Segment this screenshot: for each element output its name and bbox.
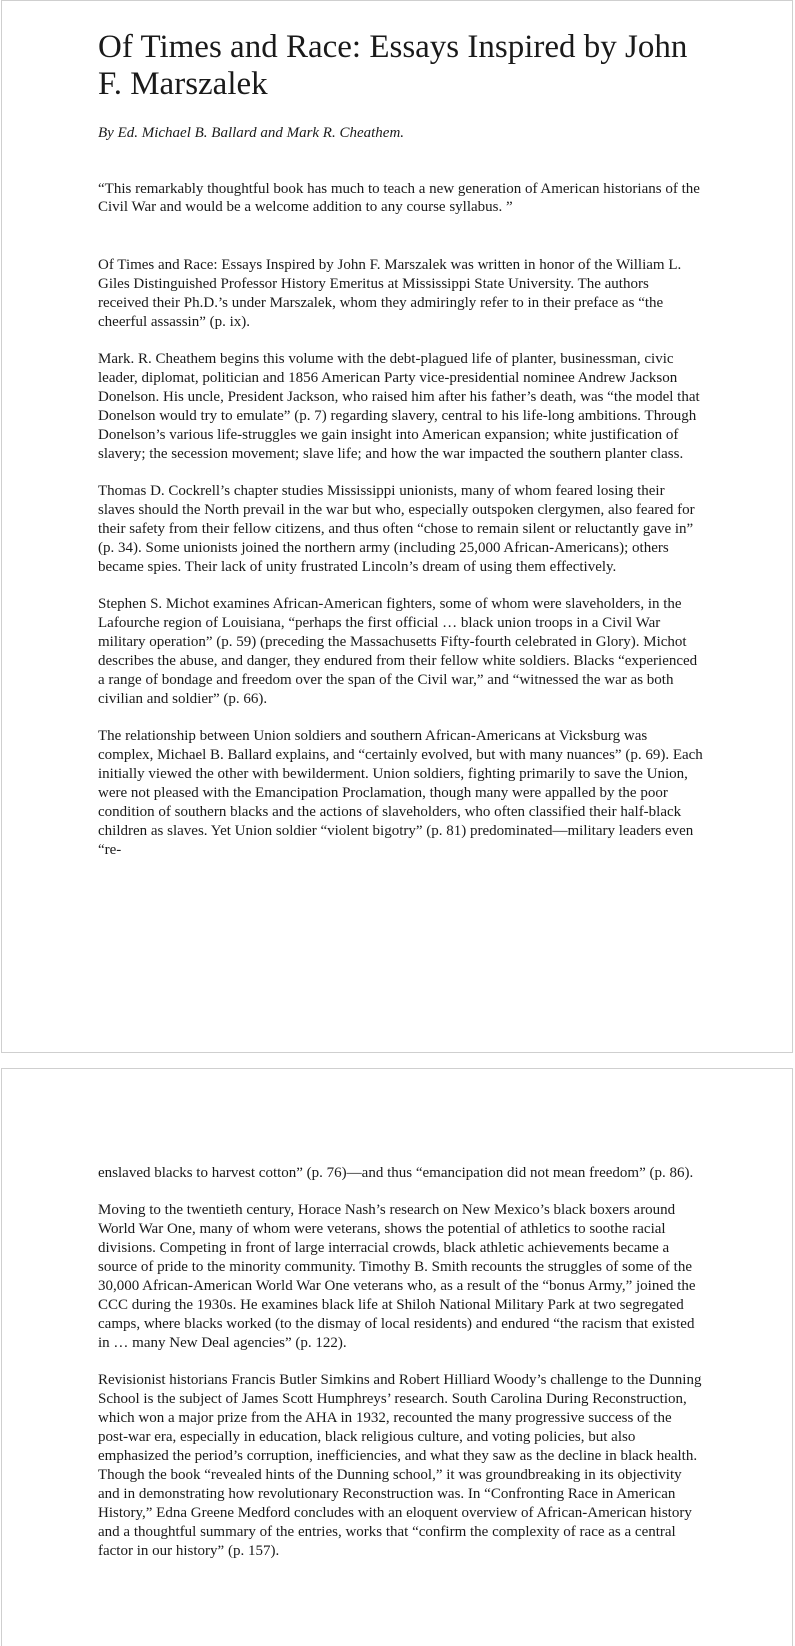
page-2-content xyxy=(98,1164,703,1579)
document-byline: By Ed. Michael B. Ballard and Mark R. Cheathem. xyxy=(98,125,405,141)
body-paragraph: The relationship between Union soldiers and southern African-Americans at Vicksburg was complex, Michael B. Ballard explains, and “certainly evolved, but with many nuances” (p. 69). Each initially viewed the other with bewilderment. Union soldiers, fighting primarily to save the Union, were not pleased with the Emancipation Proclamation, though many were appalled by the poor condition of southern blacks and the actions of slaveholders, who often classified their half-black children as slaves. Yet Union soldier “violent bigotry” (p. 81) predominated—military leaders even “re- xyxy=(98,728,703,858)
review-blurb: “This remarkably thoughtful book has much to teach a new generation of American historians of the Civil War and would be a welcome addition to any course syllabus. ” xyxy=(98,181,700,215)
body-paragraph: Revisionist historians Francis Butler Simkins and Robert Hilliard Woody’s challenge to the Dunning School is the subject of James Scott Humphreys’ research. South Carolina During Reconstruction, which won a major prize from the AHA in 1932, recounted the many progressive success of the post-war era, especially in education, black religious culture, and voting policies, but also emphasized the period’s corruption, inefficiencies, and what they saw as the decline in black health. Though the book “revealed hints of the Dunning school,” it was groundbreaking in its objectivity and in demonstrating how revolutionary Reconstruction was. In “Confronting Race in American History,” Edna Greene Medford concludes with an eloquent overview of African-American history and a thoughtful summary of the entries, works that “confirm the complexity of race as a central factor in our history” (p. 157). xyxy=(98,1372,702,1559)
body-paragraph: Stephen S. Michot examines African-American fighters, some of whom were slaveholders, in the Lafourche region of Louisiana, “perhaps the first official … black union troops in a Civil War military operation” (p. 59) (preceding the Massachusetts Fifty-fourth celebrated in Glory). Michot describes the abuse, and danger, they endured from their fellow white soldiers. Blacks “experienced a range of bondage and freedom over the span of the Civil war,” and “witnessed the war as both civilian and soldier” (p. 66). xyxy=(98,596,698,707)
body-paragraph: enslaved blacks to harvest cotton” (p. 76)—and thus “emancipation did not mean freedom” (p. 86). xyxy=(98,1165,694,1181)
document-page-2 xyxy=(1,1068,793,1646)
page-1-content xyxy=(98,29,703,878)
body-paragraph: Moving to the twentieth century, Horace Nash’s research on New Mexico’s black boxers around World War One, many of whom were veterans, shows the potential of athletics to soothe racial divisions. Competing in front of large interracial crowds, black athletic achievements became a source of pride to the minority community. Timothy B. Smith recounts the struggles of some of the 30,000 African-American World War One veterans who, as a result of the “bonus Army,” joined the CCC during the 1930s. He examines black life at Shiloh National Military Park at two segregated camps, where blacks worked (to the dismay of local residents) and endured “the racism that existed in … many New Deal agencies” (p. 122). xyxy=(98,1202,696,1351)
document-page-1 xyxy=(1,0,793,1053)
body-paragraph: Thomas D. Cockrell’s chapter studies Mississippi unionists, many of whom feared losing their slaves should the North prevail in the war but who, especially outspoken clergymen, also feared for their safety from their fellow citizens, and thus often “chose to remain silent or reluctantly gave in” (p. 34). Some unionists joined the northern army (including 25,000 African-Americans); others became spies. Their lack of unity frustrated Lincoln’s dream of using them effectively. xyxy=(98,483,695,575)
body-paragraph: Of Times and Race: Essays Inspired by John F. Marszalek was written in honor of the William L. Giles Distinguished Professor History Emeritus at Mississippi State University. The authors received their Ph.D.’s under Marszalek, whom they admiringly refer to in their preface as “the cheerful assassin” (p. ix). xyxy=(98,257,682,330)
body-paragraph: Mark. R. Cheathem begins this volume with the debt-plagued life of planter, businessman, civic leader, diplomat, politician and 1856 American Party vice-presidential nominee Andrew Jackson Donelson. His uncle, President Jackson, who raised him after his father’s death, was “the model that Donelson would try to emulate” (p. 7) regarding slavery, central to his life-long ambitions. Through Donelson’s various life-struggles we gain insight into American expansion; white justification of slavery; the secession movement; slave life; and how the war impacted the southern planter class. xyxy=(98,351,700,462)
document-title: Of Times and Race: Essays Inspired by John F. Marszalek xyxy=(98,29,688,102)
